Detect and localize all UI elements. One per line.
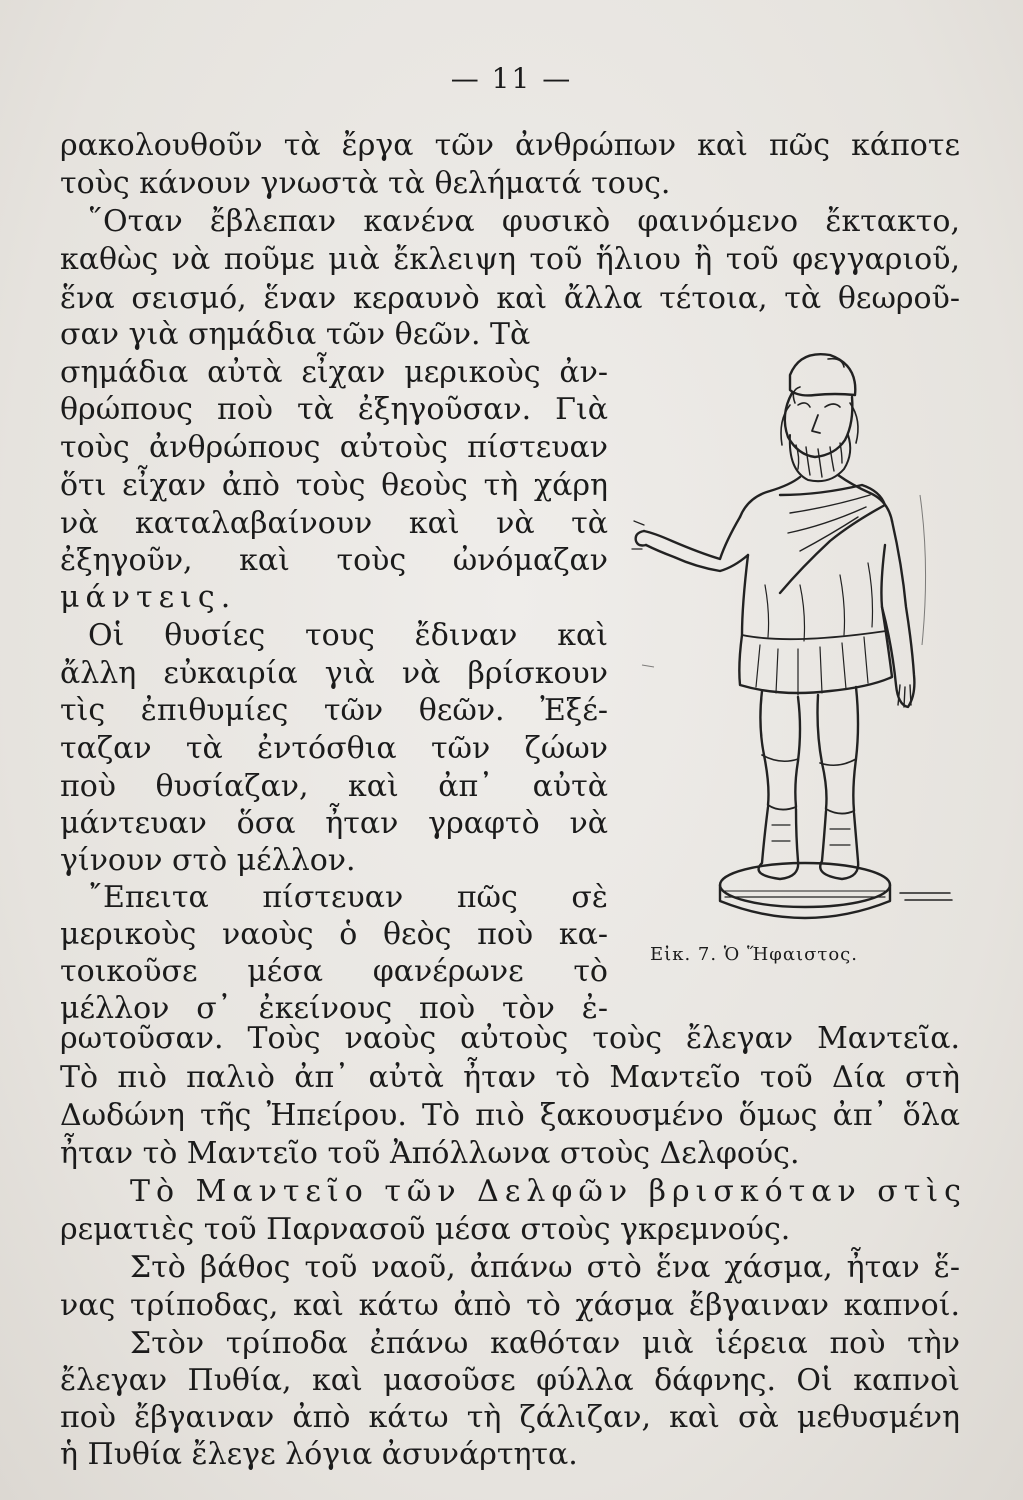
text-line: ἐξηγοῦν, καὶ τοὺς ὠνόμαζαν (60, 543, 608, 578)
text-line: ρωτοῦσαν. Τοὺς ναοὺς αὐτοὺς τοὺς ἔλεγαν Μαντεῖα. (60, 1021, 960, 1056)
text-line: ὅτι εἶχαν ἀπὸ τοὺς θεοὺς τὴ χάρη (60, 468, 608, 503)
hephaestus-statue-figure (630, 345, 960, 935)
text-line: Στὸ βάθος τοῦ ναοῦ, ἀπάνω στὸ ἕνα χάσμα, ἦταν ἕ- (130, 1250, 960, 1285)
text-line: μέλλον σ᾽ ἐκείνους ποὺ τὸν ἐ- (60, 991, 608, 1026)
text-line: νὰ καταλαβαίνουν καὶ νὰ τὰ (60, 506, 608, 541)
text-line: τοὺς κάνουν γνωστὰ τὰ θελήματά τους. (60, 166, 671, 201)
text-line: μερικοὺς ναοὺς ὁ θεὸς ποὺ κα- (60, 917, 608, 952)
text-line: Τὸ πιὸ παλιὸ ἀπ᾽ αὐτὰ ἦταν τὸ Μαντεῖο τοῦ Δία στὴ (60, 1060, 960, 1095)
text-line: θρώπους ποὺ τὰ ἐξηγοῦσαν. Γιὰ (60, 392, 608, 427)
page-number: — 11 — (450, 62, 573, 95)
text-line: σημάδια αὐτὰ εἶχαν μερικοὺς ἀν- (60, 355, 608, 390)
text-line: Οἱ θυσίες τους ἔδιναν καὶ (88, 618, 608, 653)
text-line: ῞Οταν ἔβλεπαν κανένα φυσικὸ φαινόμενο ἔκτακτο, (88, 204, 960, 239)
figure-caption: Εἰκ. 7. Ὁ Ἥφαιστος. (650, 944, 858, 965)
text-line: ρακολουθοῦν τὰ ἔργα τῶν ἀνθρώπων καὶ πῶς κάποτε (60, 128, 960, 163)
text-line: Στὸν τρίποδα ἐπάνω καθόταν μιὰ ἱέρεια ποὺ τὴν (130, 1326, 960, 1361)
text-line: ἕνα σεισμό, ἕναν κεραυνὸ καὶ ἄλλα τέτοια, τὰ θεωροῦ- (60, 281, 960, 316)
text-line: τὶς ἐπιθυμίες τῶν θεῶν. Ἐξέ- (60, 693, 608, 728)
text-line: ἡ Πυθία ἔλεγε λόγια ἀσυνάρτητα. (60, 1437, 578, 1472)
text-line: ῎Επειτα πίστευαν πῶς σὲ (88, 880, 608, 915)
text-line: ἔλεγαν Πυθία, καὶ μασοῦσε φύλλα δάφνης. Οἱ καπνοὶ (60, 1363, 960, 1398)
text-line: Δωδώνη τῆς Ἠπείρου. Τὸ πιὸ ξακουσμένο ὅμως ἀπ᾽ ὅλα (60, 1098, 960, 1133)
text-line: μάντεις. (60, 580, 237, 615)
text-line: ρεματιὲς τοῦ Παρνασοῦ μέσα στοὺς γκρεμνούς. (60, 1212, 791, 1247)
text-line: Τὸ Μαντεῖο τῶν Δελφῶν βρισκόταν στὶς (130, 1174, 967, 1209)
text-line: τοὺς ἀνθρώπους αὐτοὺς πίστευαν (60, 430, 608, 465)
text-line: νας τρίποδας, καὶ κάτω ἀπὸ τὸ χάσμα ἔβγαιναν καπνοί. (60, 1288, 960, 1323)
text-line: μάντευαν ὅσα ἦταν γραφτὸ νὰ (60, 806, 608, 841)
text-line: γίνουν στὸ μέλλον. (60, 843, 356, 878)
text-line: τοικοῦσε μέσα φανέρωνε τὸ (60, 954, 608, 989)
text-line: ποὺ θυσίαζαν, καὶ ἀπ᾽ αὐτὰ (60, 769, 608, 804)
text-line: ποὺ ἔβγαιναν ἀπὸ κάτω τὴ ζάλιζαν, καὶ σὰ μεθυσμένη (60, 1400, 960, 1435)
text-line: ἦταν τὸ Μαντεῖο τοῦ Ἀπόλλωνα στοὺς Δελφούς. (60, 1136, 800, 1171)
text-line: καθὼς νὰ ποῦμε μιὰ ἔκλειψη τοῦ ἥλιου ἢ τοῦ φεγγαριοῦ, (60, 242, 960, 277)
text-line: σαν γιὰ σημάδια τῶν θεῶν. Τὰ (60, 317, 531, 352)
text-line: ἄλλη εὐκαιρία γιὰ νὰ βρίσκουν (60, 656, 608, 691)
text-line: ταζαν τὰ ἐντόσθια τῶν ζώων (60, 731, 608, 766)
